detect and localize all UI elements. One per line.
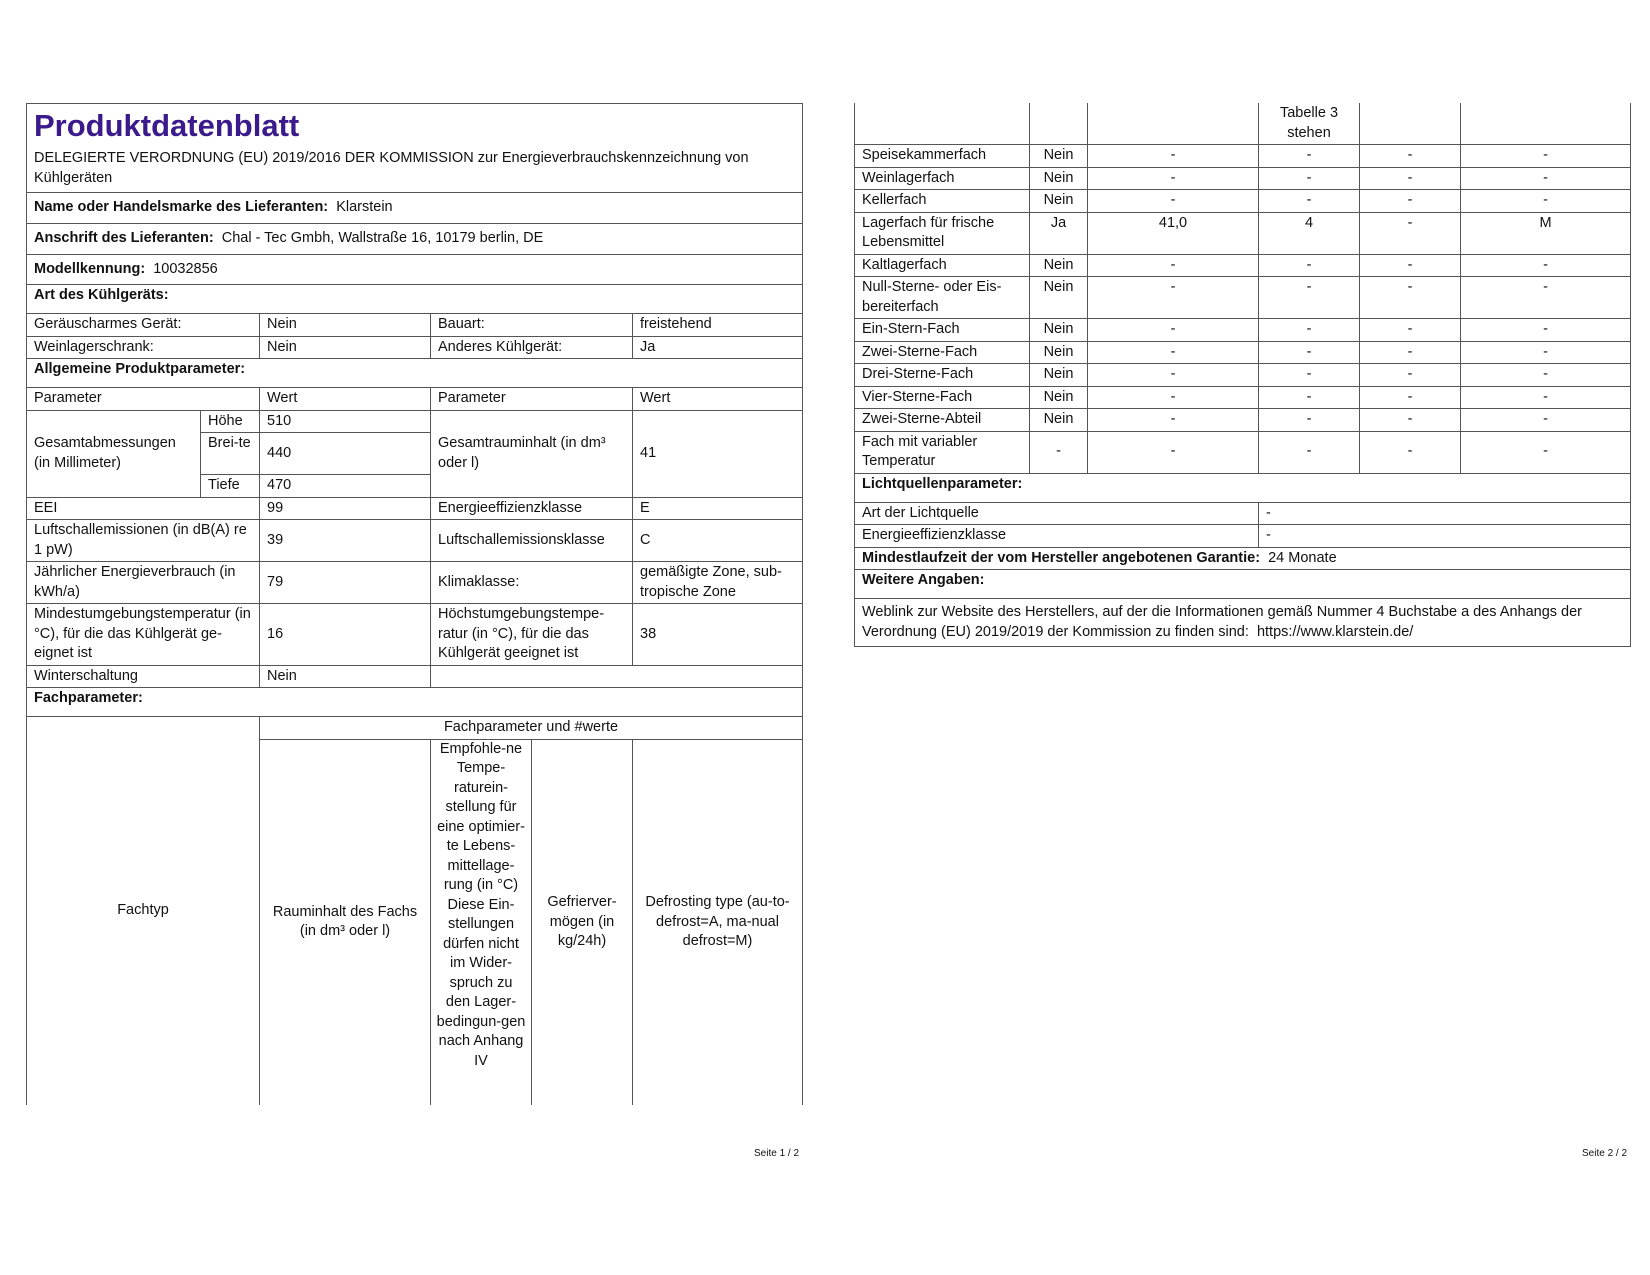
model-label: Modellkennung:: [34, 260, 146, 277]
compartment-temp: -: [1259, 409, 1360, 432]
further-info-heading: Weitere Angaben:: [855, 570, 1631, 599]
empty-cell: [1030, 103, 1088, 145]
compartment-volume: -: [1088, 364, 1259, 387]
general-params-heading: Allgemeine Produktparameter:: [27, 359, 803, 388]
compartment-present: Nein: [1030, 341, 1088, 364]
device-type-heading: Art des Kühlgeräts:: [27, 285, 803, 314]
supplier-address-label: Anschrift des Lieferanten:: [34, 230, 214, 247]
value-header: Wert: [633, 388, 803, 411]
compartment-volume: -: [1088, 190, 1259, 213]
device-type-label: Anderes Kühlgerät:: [431, 336, 633, 359]
compartment-present: Nein: [1030, 386, 1088, 409]
param-label: EEI: [27, 497, 260, 520]
param-label: Mindestumgebungstemperatur (in °C), für die das Kühlgerät ge-eignet ist: [27, 604, 260, 666]
param-value: C: [633, 520, 803, 562]
further-info-cell: [855, 599, 1631, 647]
compartment-present: Nein: [1030, 254, 1088, 277]
compartment-temp: -: [1259, 254, 1360, 277]
compartment-defrost: -: [1461, 254, 1631, 277]
compartment-volume: -: [1088, 409, 1259, 432]
compartment-volume: -: [1088, 145, 1259, 168]
compartment-present: Nein: [1030, 319, 1088, 342]
width-value: 440: [260, 433, 431, 475]
compartment-defrost: -: [1461, 167, 1631, 190]
param-value: E: [633, 497, 803, 520]
page-number: Seite 2 / 2: [1582, 1148, 1628, 1159]
supplier-name-row: [27, 193, 803, 224]
compartment-name: Speisekammerfach: [855, 145, 1030, 168]
empty-cell: [1360, 103, 1461, 145]
empty-cell: [1461, 103, 1631, 145]
param-value: 79: [260, 562, 431, 604]
supplier-name-value: Klarstein: [336, 199, 393, 216]
device-type-label: Bauart:: [431, 314, 633, 337]
compartment-name: Ein-Stern-Fach: [855, 319, 1030, 342]
empty-cell: [855, 103, 1030, 145]
param-label: Luftschallemissionsklasse: [431, 520, 633, 562]
param-header: Parameter: [27, 388, 260, 411]
compartment-temp: -: [1259, 386, 1360, 409]
warranty-row: [855, 547, 1631, 570]
compartment-name: Fach mit variabler Temperatur: [855, 431, 1030, 473]
height-label: Höhe: [201, 410, 260, 433]
compartment-volume: -: [1088, 386, 1259, 409]
compartment-defrost: -: [1461, 341, 1631, 364]
compartment-volume: 41,0: [1088, 212, 1259, 254]
compartment-temp: -: [1259, 145, 1360, 168]
param-label: Höchstumgebungstempe-ratur (in °C), für die das Kühlgerät geeignet ist: [431, 604, 633, 666]
compartment-defrost: -: [1461, 190, 1631, 213]
device-type-value: freistehend: [633, 314, 803, 337]
compartment-freeze: -: [1360, 431, 1461, 473]
compartment-freeze: -: [1360, 341, 1461, 364]
compartment-name: Kaltlagerfach: [855, 254, 1030, 277]
compartment-freeze-header: Gefrierver-mögen (in kg/24h): [532, 739, 633, 1105]
compartment-temp: -: [1259, 277, 1360, 319]
compartment-present: Nein: [1030, 364, 1088, 387]
volume-value: 41: [633, 410, 803, 497]
compartment-name: Lagerfach für frische Lebensmittel: [855, 212, 1030, 254]
compartment-present: Nein: [1030, 409, 1088, 432]
compartment-freeze: -: [1360, 254, 1461, 277]
compartment-temp: -: [1259, 190, 1360, 213]
depth-label: Tiefe: [201, 475, 260, 498]
datasheet-page-1: [26, 103, 802, 1105]
manufacturer-weblink[interactable]: https://www.klarstein.de/: [1256, 623, 1414, 640]
compartment-name: Zwei-Sterne-Fach: [855, 341, 1030, 364]
compartment-type-header: Fachtyp: [27, 717, 260, 1106]
compartment-volume: -: [1088, 277, 1259, 319]
page-title: Produktdatenblatt: [34, 108, 300, 143]
device-type-value: Ja: [633, 336, 803, 359]
datasheet-page-2: [854, 103, 1630, 647]
compartment-present: Ja: [1030, 212, 1088, 254]
light-param-value: -: [1259, 525, 1631, 548]
device-type-value: Nein: [260, 336, 431, 359]
compartment-temp: 4: [1259, 212, 1360, 254]
datasheet-table-page-1: [26, 103, 803, 1105]
datasheet-table-page-2: [854, 103, 1631, 647]
compartment-defrost: -: [1461, 277, 1631, 319]
regulation-subtitle: DELEGIERTE VERORDNUNG (EU) 2019/2016 DER KOMMISSION zur Energieverbrauchskennzeichnung von Kühlgeräten: [34, 150, 749, 186]
light-params-heading: Lichtquellenparameter:: [855, 473, 1631, 502]
param-value: 39: [260, 520, 431, 562]
compartment-name: Vier-Sterne-Fach: [855, 386, 1030, 409]
param-label: Jährlicher Energieverbrauch (in kWh/a): [27, 562, 260, 604]
compartment-defrost: -: [1461, 431, 1631, 473]
compartment-freeze: -: [1360, 409, 1461, 432]
compartment-volume: -: [1088, 319, 1259, 342]
compartment-defrost: -: [1461, 145, 1631, 168]
compartment-defrost: -: [1461, 409, 1631, 432]
compartment-present: -: [1030, 431, 1088, 473]
volume-label: Gesamtrauminhalt (in dm³ oder l): [431, 410, 633, 497]
param-value: 38: [633, 604, 803, 666]
compartment-volume: -: [1088, 431, 1259, 473]
compartment-name: Kellerfach: [855, 190, 1030, 213]
winter-label: Winterschaltung: [27, 665, 260, 688]
compartment-freeze: -: [1360, 212, 1461, 254]
empty-cell: [1088, 103, 1259, 145]
compartment-temp: -: [1259, 364, 1360, 387]
compartment-temp: -: [1259, 167, 1360, 190]
compartment-present: Nein: [1030, 277, 1088, 319]
compartment-volume-header: Rauminhalt des Fachs (in dm³ oder l): [260, 739, 431, 1105]
compartment-present: Nein: [1030, 167, 1088, 190]
supplier-name-label: Name oder Handelsmarke des Lieferanten:: [34, 199, 329, 216]
compartment-defrost: M: [1461, 212, 1631, 254]
compartment-name: Null-Sterne- oder Eis-bereiterfach: [855, 277, 1030, 319]
param-value: gemäßigte Zone, sub-tropische Zone: [633, 562, 803, 604]
param-header: Parameter: [431, 388, 633, 411]
compartment-volume: -: [1088, 254, 1259, 277]
compartment-defrost: -: [1461, 386, 1631, 409]
param-value: 16: [260, 604, 431, 666]
page-number: Seite 1 / 2: [754, 1148, 800, 1159]
compartment-present: Nein: [1030, 145, 1088, 168]
supplier-address-row: [27, 224, 803, 255]
light-param-value: -: [1259, 502, 1631, 525]
depth-value: 470: [260, 475, 431, 498]
compartment-temp-header: Empfohle-ne Tempe-raturein-stellung für eine optimier-te Lebens-mittellage-rung (in °C) Diese Ein-stellungen dürfen nicht im Wider-spruch zu den Lager-bedingun-gen nach Anhang IV: [431, 739, 532, 1105]
device-type-label: Weinlagerschrank:: [27, 336, 260, 359]
device-type-label: Geräuscharmes Gerät:: [27, 314, 260, 337]
supplier-address-value: Chal - Tec Gmbh, Wallstraße 16, 10179 berlin, DE: [221, 230, 544, 247]
compartment-volume: -: [1088, 167, 1259, 190]
model-row: [27, 255, 803, 285]
compartment-volume: -: [1088, 341, 1259, 364]
light-param-label: Energieeffizienzklasse: [855, 525, 1259, 548]
warranty-value: 24 Monate: [1268, 549, 1337, 566]
compartment-freeze: -: [1360, 167, 1461, 190]
compartment-present: Nein: [1030, 190, 1088, 213]
warranty-label: Mindestlaufzeit der vom Hersteller angebotenen Garantie:: [862, 549, 1261, 566]
dimensions-label: Gesamtabmessungen (in Millimeter): [27, 410, 201, 497]
header-cell: [27, 104, 803, 193]
width-label: Brei-te: [201, 433, 260, 475]
compartment-freeze: -: [1360, 319, 1461, 342]
continued-header-text: Tabelle 3 stehen: [1259, 103, 1360, 145]
param-value: 99: [260, 497, 431, 520]
compartment-name: Weinlagerfach: [855, 167, 1030, 190]
param-label: Klimaklasse:: [431, 562, 633, 604]
compartment-freeze: -: [1360, 145, 1461, 168]
compartment-freeze: -: [1360, 190, 1461, 213]
device-type-value: Nein: [260, 314, 431, 337]
compartment-defrost: -: [1461, 364, 1631, 387]
compartment-defrost-header: Defrosting type (au-to-defrost=A, ma-nual defrost=M): [633, 739, 803, 1105]
winter-value: Nein: [260, 665, 431, 688]
compartment-freeze: -: [1360, 386, 1461, 409]
compartment-temp: -: [1259, 341, 1360, 364]
compartment-freeze: -: [1360, 277, 1461, 319]
compartment-temp: -: [1259, 431, 1360, 473]
value-header: Wert: [260, 388, 431, 411]
further-info-text: Weblink zur Website des Herstellers, auf der die Informationen gemäß Nummer 4 Buchstabe a des Anhangs der Verordnung (EU) 2019/2019 der Kommission zu finden sind:: [862, 604, 1582, 640]
compartment-temp: -: [1259, 319, 1360, 342]
empty-cell: [431, 665, 803, 688]
param-label: Energieeffizienzklasse: [431, 497, 633, 520]
compartment-group-header: Fachparameter und #werte: [260, 717, 803, 740]
compartment-name: Drei-Sterne-Fach: [855, 364, 1030, 387]
model-value: 10032856: [153, 260, 218, 277]
light-param-label: Art der Lichtquelle: [855, 502, 1259, 525]
compartment-freeze: -: [1360, 364, 1461, 387]
compartment-defrost: -: [1461, 319, 1631, 342]
compartment-params-heading: Fachparameter:: [27, 688, 803, 717]
height-value: 510: [260, 410, 431, 433]
compartment-name: Zwei-Sterne-Abteil: [855, 409, 1030, 432]
param-label: Luftschallemissionen (in dB(A) re 1 pW): [27, 520, 260, 562]
